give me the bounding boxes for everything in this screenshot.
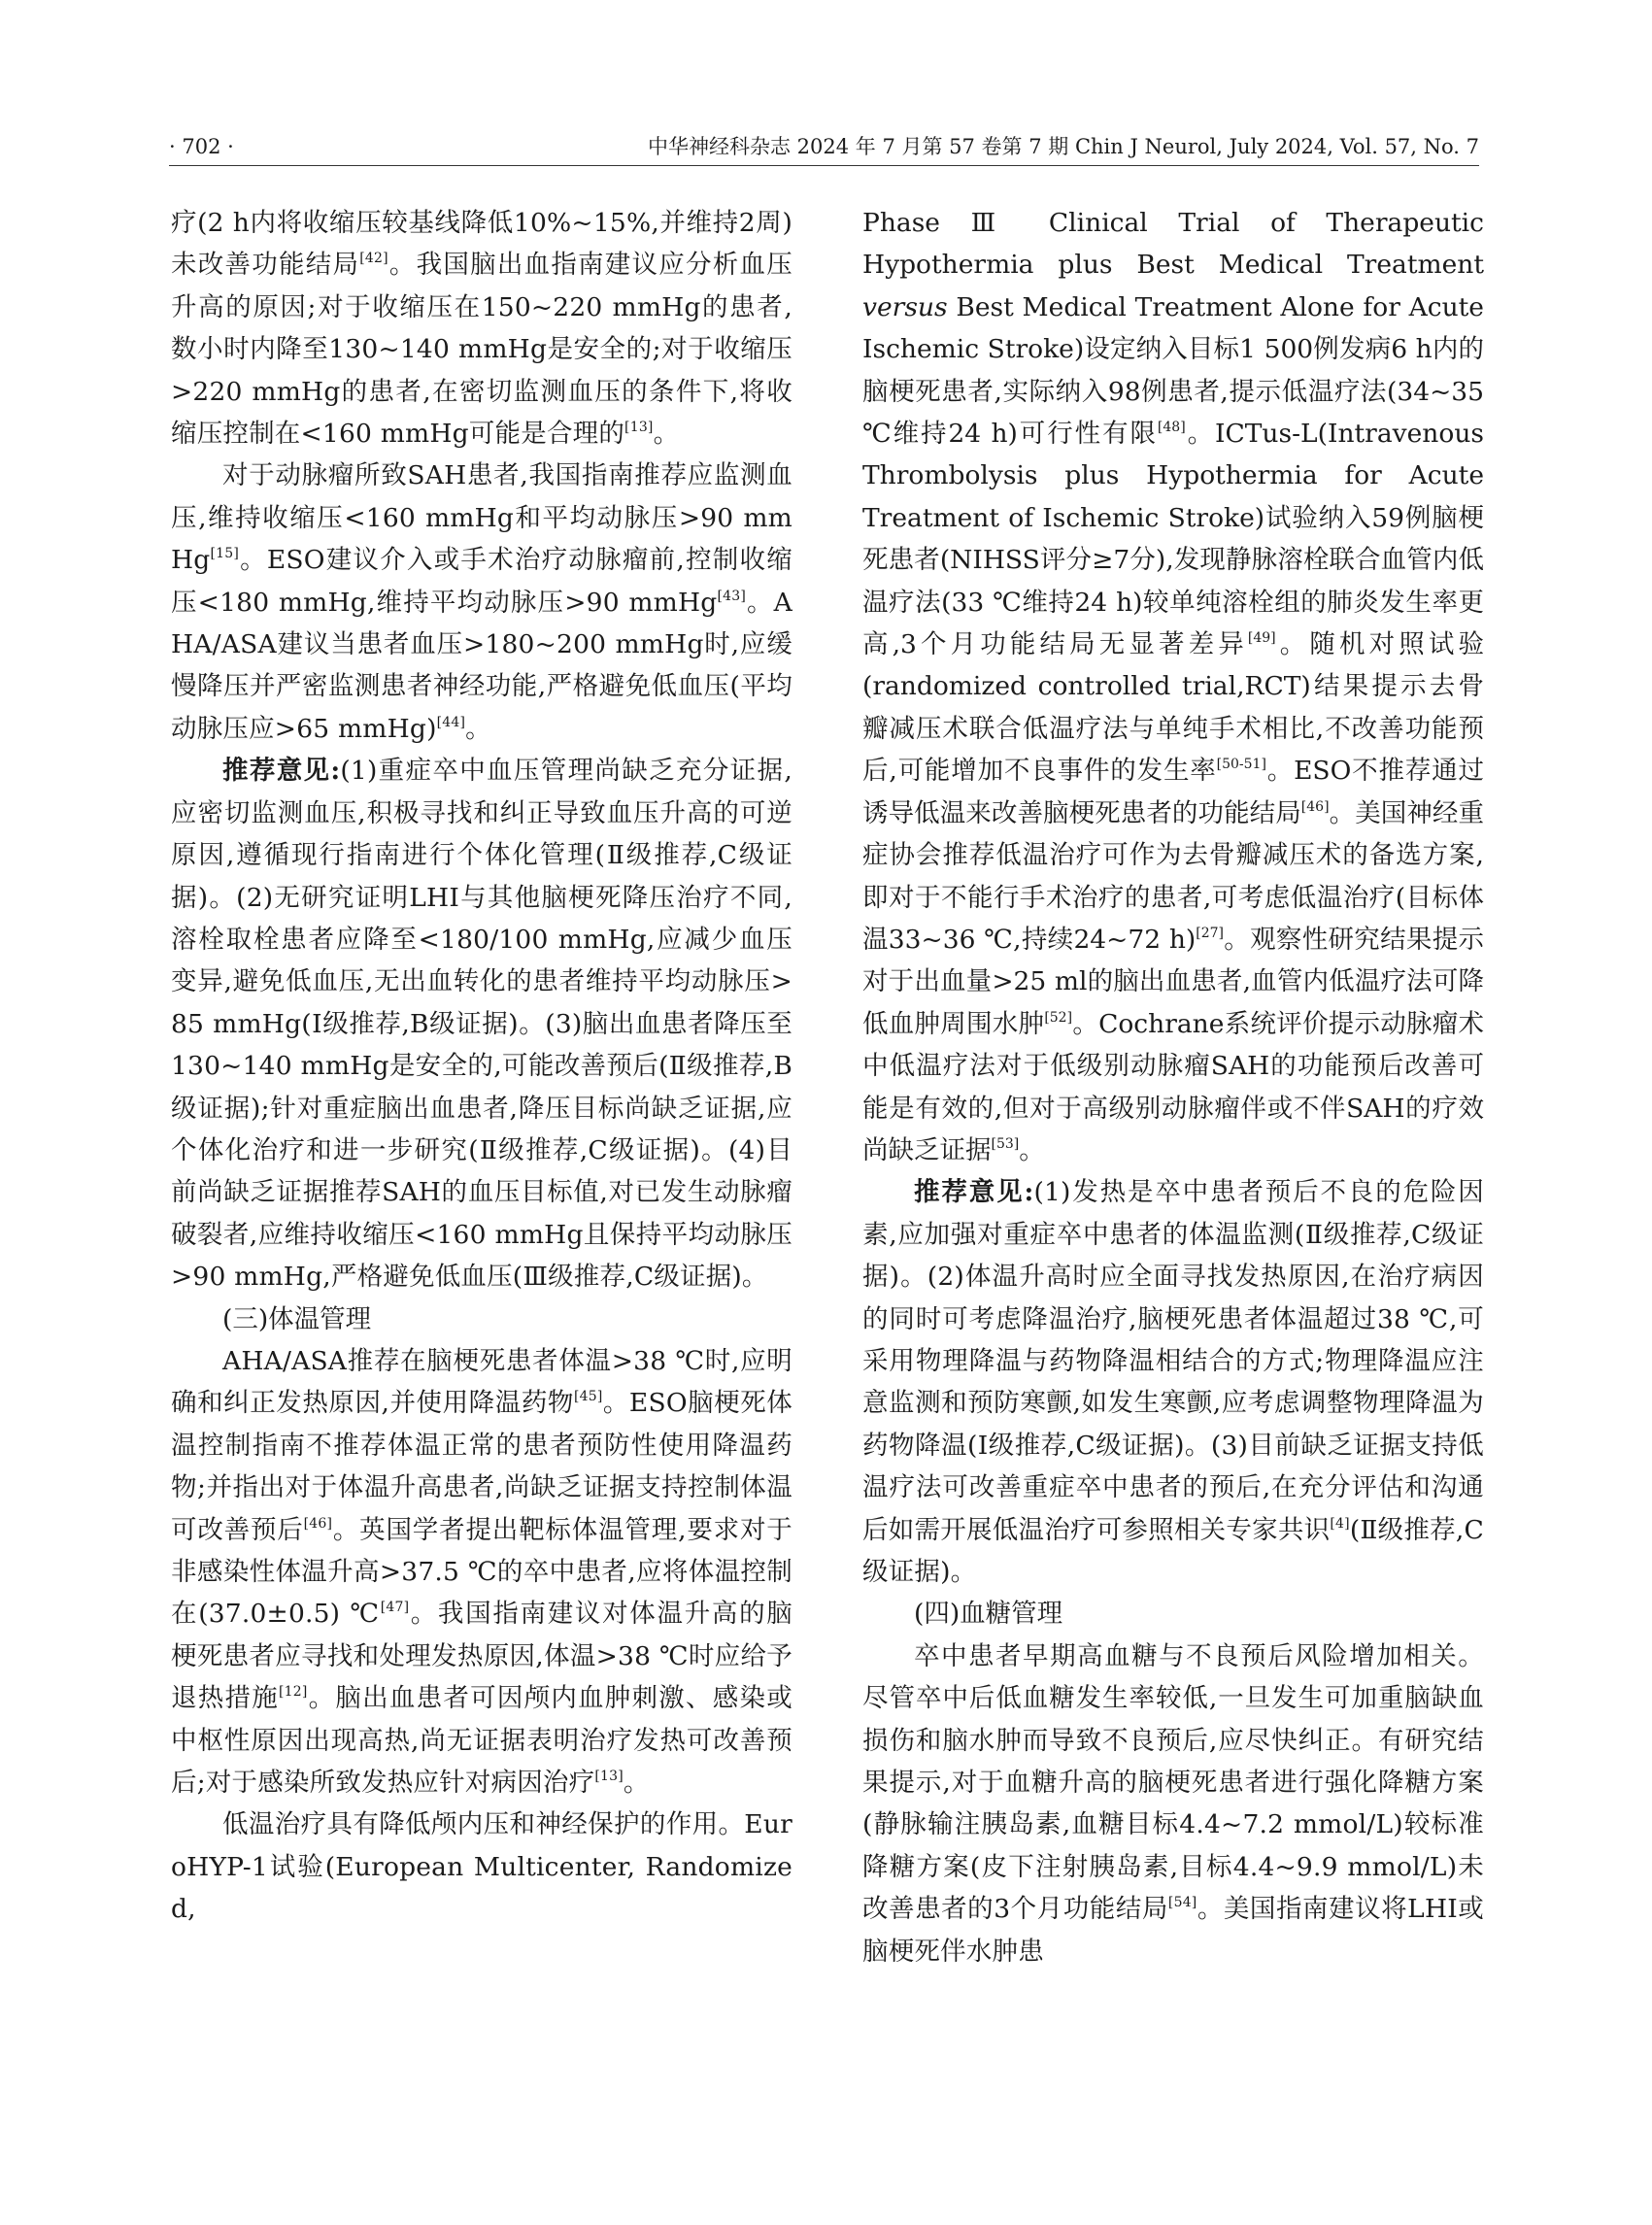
citation-ref[interactable]: [46]: [303, 1515, 333, 1532]
right-column: [862, 202, 1484, 1972]
page-header: [169, 132, 1479, 166]
page-number: · 702 ·: [169, 135, 234, 158]
citation-ref[interactable]: [15]: [210, 546, 240, 562]
paragraph: 疗(2 h内将收缩压较基线降低10%~15%,并维持2周)未改善功能结局[42]。我国脑出血指南建议应分析血压升高的原因;对于收缩压在150~220 mmHg的患者,数小时内降至130~140 mmHg是安全的;对于收缩压>220 mmHg的患者,在密切监测血压的条件下,将收缩压控制在<160 mmHg可能是合理的[13]。: [171, 208, 792, 450]
citation-ref[interactable]: [46]: [1300, 798, 1330, 815]
left-column: [171, 202, 792, 1931]
paragraph: 低温治疗具有降低颅内压和神经保护的作用。EuroHYP-1试验(European Multicenter, Randomized,: [171, 1809, 792, 1925]
paragraph: 卒中患者早期高血糖与不良预后风险增加相关。尽管卒中后低血糖发生率较低,一旦发生可加重脑缺血损伤和脑水肿而导致不良预后,应尽快纠正。有研究结果提示,对于血糖升高的脑梗死患者进行强化降糖方案(静脉输注胰岛素,血糖目标4.4~7.2 mmol/L)较标准降糖方案(皮下注射胰岛素,目标4.4~9.9 mmol/L)未改善患者的3个月功能结局[54]。美国指南建议将LHI或脑梗死伴水肿患: [862, 1640, 1485, 1967]
citation-ref[interactable]: [12]: [279, 1684, 308, 1701]
section-heading-glucose: (四)血糖管理: [914, 1599, 1063, 1630]
citation-ref[interactable]: [13]: [594, 1768, 624, 1784]
recommendation-lead: 推荐意见:: [914, 1177, 1034, 1208]
citation-ref[interactable]: [45]: [573, 1389, 603, 1405]
citation-ref[interactable]: [48]: [1157, 419, 1186, 435]
citation-ref[interactable]: [42]: [359, 251, 388, 267]
journal-citation: 中华神经科杂志 2024 年 7 月第 57 卷第 7 期 Chin J Neurol, July 2024, Vol. 57, No. 7: [647, 135, 1479, 158]
paragraph: AHA/ASA推荐在脑梗死患者体温>38 ℃时,应明确和纠正发热原因,并使用降温药物[45]。ESO脑梗死体温控制指南不推荐体温正常的患者预防性使用降温药物;并指出对于体温升高患者,尚缺乏证据支持控制体温可改善预后[46]。英国学者提出靶标体温管理,要求对于非感染性体温升高>37.5 ℃的卒中患者,应将体温控制在(37.0±0.5) ℃[47]。我国指南建议对体温升高的脑梗死患者应寻找和处理发热原因,体温>38 ℃时应给予退热措施[12]。脑出血患者可因颅内血肿刺激、感染或中枢性原因出现高热,尚无证据表明治疗发热可改善预后;对于感染所致发热应针对病因治疗[13]。: [171, 1345, 793, 1799]
citation-ref[interactable]: [44]: [436, 714, 466, 730]
citation-ref[interactable]: [4]: [1330, 1515, 1350, 1532]
recommendation-paragraph: 推荐意见:(1)重症卒中血压管理尚缺乏充分证据,应密切监测血压,积极寻找和纠正导致血压升高的可逆原因,遵循现行指南进行个体化管理(Ⅱ级推荐,C级证据)。(2)无研究证明LHI与其他脑梗死降压治疗不同,溶栓取栓患者应降至<180/100 mmHg,应减少血压变异,避免低血压,无出血转化的患者维持平均动脉压>85 mmHg(Ⅰ级推荐,B级证据)。(3)脑出血患者降压至130~140 mmHg是安全的,可能改善预后(Ⅱ级推荐,B级证据);针对重症脑出血患者,降压目标尚缺乏证据,应个体化治疗和进一步研究(Ⅱ级推荐,C级证据)。(4)目前尚缺乏证据推荐SAH的血压目标值,对已发生动脉瘤破裂者,应维持收缩压<160 mmHg且保持平均动脉压>90 mmHg,严格避免低血压(Ⅲ级推荐,C级证据)。: [171, 756, 792, 1293]
recommendation-lead: 推荐意见:: [222, 756, 341, 787]
citation-ref[interactable]: [54]: [1167, 1895, 1197, 1911]
citation-ref[interactable]: [50-51]: [1216, 757, 1266, 773]
citation-ref[interactable]: [47]: [380, 1600, 410, 1616]
citation-ref[interactable]: [13]: [624, 419, 654, 435]
paragraph: 对于动脉瘤所致SAH患者,我国指南推荐应监测血压,维持收缩压<160 mmHg和平均动脉压>90 mmHg[15]。ESO建议介入或手术治疗动脉瘤前,控制收缩压<180 mmHg,维持平均动脉压>90 mmHg[43]。AHA/ASA建议当患者血压>180~200 mmHg时,应缓慢降压并严密监测患者神经功能,严格避免低血压(平均动脉压应>65 mmHg)[44]。: [171, 460, 793, 744]
citation-ref[interactable]: [52]: [1044, 1009, 1073, 1026]
citation-ref[interactable]: [43]: [717, 588, 747, 604]
citation-ref[interactable]: [49]: [1247, 629, 1276, 646]
recommendation-paragraph: 推荐意见:(1)发热是卒中患者预后不良的危险因素,应加强对重症卒中患者的体温监测(Ⅱ级推荐,C级证据)。(2)体温升高时应全面寻找发热原因,在治疗病因的同时可考虑降温治疗,脑梗死患者体温超过38 ℃,可采用物理降温与药物降温相结合的方式;物理降温应注意监测和预防寒颤,如发生寒颤,应考虑调整物理降温为药物降温(Ⅰ级推荐,C级证据)。(3)目前缺乏证据支持低温疗法可改善重症卒中患者的预后,在充分评估和沟通后如需开展低温治疗可参照相关专家共识[4](Ⅱ级推荐,C级证据)。: [862, 1177, 1484, 1587]
paragraph: Phase Ⅲ Clinical Trial of Therapeutic Hypothermia plus Best Medical Treatment versus Best Medical Treatment Alone for Acute Ischemic Stroke)设定纳入目标1 500例发病6 h内的脑梗死患者,实际纳入98例患者,提示低温疗法(34~35 ℃维持24 h)可行性有限[48]。ICTus-L(Intravenous Thrombolysis plus Hypothermia for Acute Treatment of Ischemic Stroke)试验纳入59例脑梗死患者(NIHSS评分≥7分),发现静脉溶栓联合血管内低温疗法(33 ℃维持24 h)较单纯溶栓组的肺炎发生率更高,3个月功能结局无显著差异[49]。随机对照试验(randomized controlled trial,RCT)结果提示去骨瓣减压术联合低温疗法与单纯手术相比,不改善功能预后,可能增加不良事件的发生率[50-51]。ESO不推荐通过诱导低温来改善脑梗死患者的功能结局[46]。美国神经重症协会推荐低温治疗可作为去骨瓣减压术的备选方案,即对于不能行手术治疗的患者,可考虑低温治疗(目标体温33~36 ℃,持续24~72 h)[27]。观察性研究结果提示对于出血量>25 ml的脑出血患者,血管内低温疗法可降低血肿周围水肿[52]。Cochrane系统评价提示动脉瘤术中低温疗法对于低级别动脉瘤SAH的功能预后改善可能是有效的,但对于高级别动脉瘤伴或不伴SAH的疗效尚缺乏证据[53]。: [862, 208, 1485, 1165]
section-heading-temperature: (三)体温管理: [222, 1303, 372, 1334]
citation-ref[interactable]: [27]: [1196, 925, 1224, 941]
citation-ref[interactable]: [53]: [991, 1135, 1020, 1152]
